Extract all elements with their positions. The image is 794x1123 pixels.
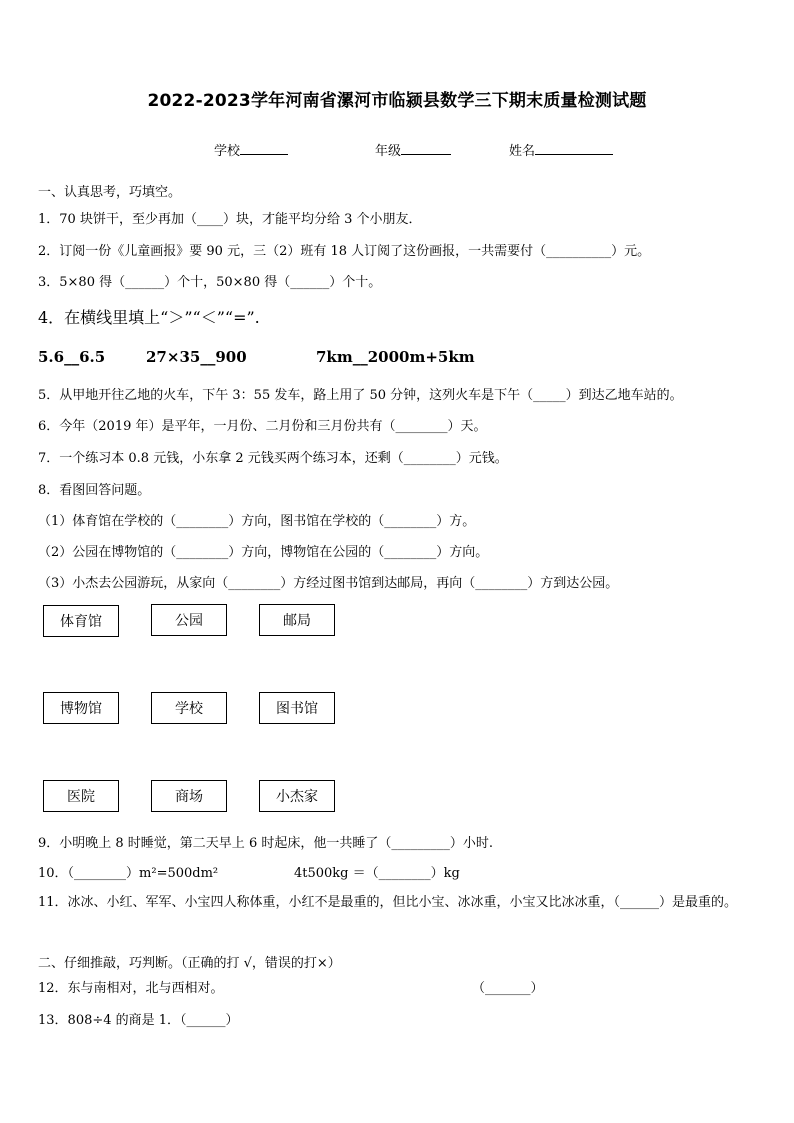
map-box-mall: 商场 — [151, 780, 227, 812]
grade-blank[interactable] — [401, 142, 451, 155]
question-12: 12．东与南相对，北与西相对。 — [38, 981, 224, 996]
name-field — [509, 140, 613, 159]
q4-item-b: 27×35__900 — [146, 348, 247, 366]
question-4: 4．在横线里填上“＞”“＜”“=”. — [38, 308, 260, 327]
question-11: 11．冰冰、小红、军军、小宝四人称体重，小红不是最重的，但比小宝、冰冰重，小宝又比冰冰重，（______）是最重的。 — [38, 895, 738, 910]
map-box-park: 公园 — [151, 604, 227, 636]
question-3: 3．5×80 得（______）个十，50×80 得（______）个十。 — [38, 275, 382, 290]
grade-label: 年级 — [375, 144, 402, 159]
map-box-library: 图书馆 — [259, 692, 335, 724]
question-8-1: （1）体育馆在学校的（________）方向，图书馆在学校的（________）方。 — [38, 514, 476, 529]
section-2-heading: 二、仔细推敲，巧判断。（正确的打 √，错误的打×） — [38, 956, 341, 971]
question-8-3: （3）小杰去公园游玩，从家向（________）方经过图书馆到达邮局，再向（________）方到达公园。 — [38, 576, 619, 591]
question-10b: 4t500kg ＝（________）kg — [294, 866, 460, 881]
question-8-2: （2）公园在博物馆的（________）方向，博物馆在公园的（________）方向。 — [38, 545, 489, 560]
q4-item-a: 5.6__6.5 — [38, 348, 106, 366]
question-7: 7．一个练习本 0.8 元钱，小东拿 2 元钱买两个练习本，还剩（________）元钱。 — [38, 451, 508, 466]
page-title: 2022-2023学年河南省漯河市临颍县数学三下期末质量检测试题 — [147, 91, 647, 111]
question-6: 6．今年（2019 年）是平年，一月份、二月份和三月份共有（________）天。 — [38, 419, 487, 434]
question-2: 2．订阅一份《儿童画报》要 90 元，三（2）班有 18 人订阅了这份画报，一共需要付（__________）元。 — [38, 244, 651, 259]
map-box-gym: 体育馆 — [43, 605, 119, 637]
name-label: 姓名 — [509, 144, 536, 159]
map-box-xiaojie-home: 小杰家 — [259, 780, 335, 812]
school-field — [214, 140, 288, 159]
map-box-museum: 博物馆 — [43, 692, 119, 724]
question-9: 9．小明晚上 8 时睡觉，第二天早上 6 时起床，他一共睡了（_________）小时. — [38, 836, 493, 851]
question-12-blank[interactable]: （_______） — [472, 981, 544, 996]
q4-item-c: 7km__2000m+5km — [316, 348, 475, 366]
section-1-heading: 一、认真思考，巧填空。 — [38, 185, 182, 200]
map-box-post-office: 邮局 — [259, 604, 335, 636]
question-8: 8．看图回答问题。 — [38, 483, 151, 498]
map-box-school: 学校 — [151, 692, 227, 724]
question-10a: 10．（________）m²=500dm² — [38, 866, 219, 881]
question-1: 1．70 块饼干，至少再加（____）块，才能平均分给 3 个小朋友． — [38, 212, 422, 227]
school-blank[interactable] — [240, 142, 288, 155]
question-13: 13．808÷4 的商是 1．（______） — [38, 1013, 239, 1028]
name-blank[interactable] — [535, 142, 613, 155]
grade-field — [375, 140, 451, 159]
school-label: 学校 — [214, 144, 241, 159]
question-5: 5．从甲地开往乙地的火车，下午 3：55 发车，路上用了 50 分钟，这列火车是下午（_____）到达乙地车站的。 — [38, 388, 683, 403]
map-box-hospital: 医院 — [43, 780, 119, 812]
